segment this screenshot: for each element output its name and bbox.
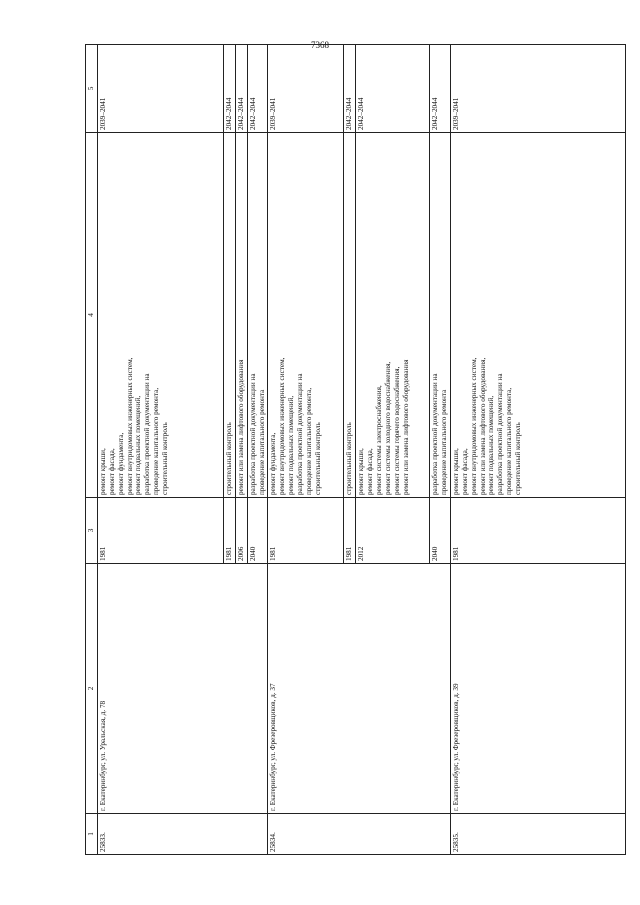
header-cell: 3 [86,498,98,564]
year-cell: 1981 [98,498,224,564]
table-row [268,45,344,855]
works-cell [268,133,344,498]
period-cell: 2042–2044 [356,45,430,133]
rotated-table-container [85,45,560,855]
period-cell: 2039–2041 [268,45,344,133]
year-cell: 1981 [451,498,626,564]
table-row [451,45,626,855]
work-item-line: ремонт внутридомовых инженерных систем, [469,357,478,495]
work-item-line: ремонт подвальных помещений, [287,395,296,495]
work-item-line: строительный контроль [313,422,322,495]
works-cell [451,133,626,498]
year-cell: 1981 [224,498,236,564]
works-cell [344,133,356,498]
period-cell: 2042–2044 [247,45,268,133]
works-cell [247,133,268,498]
work-item-line: разработка проектной документации на [296,373,305,495]
work-item-line: проведение капитального ремонта, [152,387,161,495]
table-row [98,45,224,855]
period-cell: 2042–2044 [224,45,236,133]
year-cell: 2012 [356,498,430,564]
work-item-line: ремонт или замена лифтового оборудования [401,359,410,495]
works-cell [356,133,430,498]
work-item-line: ремонт внутридомовых инженерных систем, [278,357,287,495]
page-number: 7368 [311,40,329,50]
year-cell: 2006 [235,498,247,564]
repair-schedule-table [85,44,626,855]
works-cell [98,133,224,498]
work-item-line: ремонт внутридомовых инженерных систем, [125,357,134,495]
period-cell: 2042–2044 [344,45,356,133]
work-item-line: ремонт фасада, [460,448,469,495]
works-cell [235,133,247,498]
work-item-line: ремонт подвальных помещений, [134,395,143,495]
address-cell: г. Екатеринбург, ул. Уральская, д. 78 [98,564,268,814]
work-item-line: строительный контроль [345,422,354,495]
work-item-line: строительный контроль [161,422,170,495]
work-item-line: строительный контроль [225,422,233,495]
work-item-line: ремонт фасада, [107,448,116,495]
header-cell: 4 [86,133,98,498]
address-cell: г. Екатеринбург, ул. Фрезеровщиков, д. 37 [268,564,451,814]
works-cell [430,133,451,498]
work-item-line: ремонт фасада, [366,448,375,495]
work-item-line: ремонт системы холодного водоснабжения, [383,361,392,495]
work-item-line: проведение капитального ремонта, [304,387,313,495]
work-item-line: ремонт крыши, [357,448,366,495]
period-cell: 2039–2041 [451,45,626,133]
work-item-line: ремонт системы электроснабжения, [375,385,384,495]
work-item-line: ремонт или замена лифтового оборудования, [478,357,487,495]
header-row [86,45,98,855]
record-number-cell: 25833. [98,814,268,855]
works-cell [224,133,236,498]
year-cell: 1981 [344,498,356,564]
work-item-line: строительный контроль [514,422,523,495]
period-cell: 2042–2044 [430,45,451,133]
record-number-cell: 25835. [451,814,626,855]
work-item-line: ремонт фундамента, [269,432,278,495]
header-cell: 1 [86,814,98,855]
work-item-line: ремонт системы горячего водоснабжения, [392,366,401,495]
work-item-line: ремонт фундамента, [116,432,125,495]
header-cell: 2 [86,564,98,814]
work-item-line: ремонт подвальных помещений, [487,395,496,495]
work-item-line: проведение капитального ремонта, [505,387,514,495]
period-cell: 2039–2041 [98,45,224,133]
work-item-line: ремонт крыши, [452,448,461,495]
table-body [98,45,626,855]
year-cell: 2040 [430,498,451,564]
year-cell: 1981 [268,498,344,564]
record-number-cell: 25834. [268,814,451,855]
work-item-line: разработка проектной документации на [496,373,505,495]
work-item-line: разработка проектной документации на [248,373,257,495]
period-cell: 2042–2044 [235,45,247,133]
work-item-line: разработка проектной документации на [143,373,152,495]
address-cell: г. Екатеринбург, ул. Фрезеровщиков, д. 39 [451,564,626,814]
work-item-line: проведение капитального ремонта [440,389,449,495]
year-cell: 2040 [247,498,268,564]
work-item-line: проведение капитального ремонта [257,389,266,495]
work-item-line: ремонт или замена лифтового оборудования [236,359,245,495]
work-item-line: ремонт крыши, [99,448,107,495]
header-cell: 5 [86,45,98,133]
work-item-line: разработка проектной документации на [431,373,440,495]
